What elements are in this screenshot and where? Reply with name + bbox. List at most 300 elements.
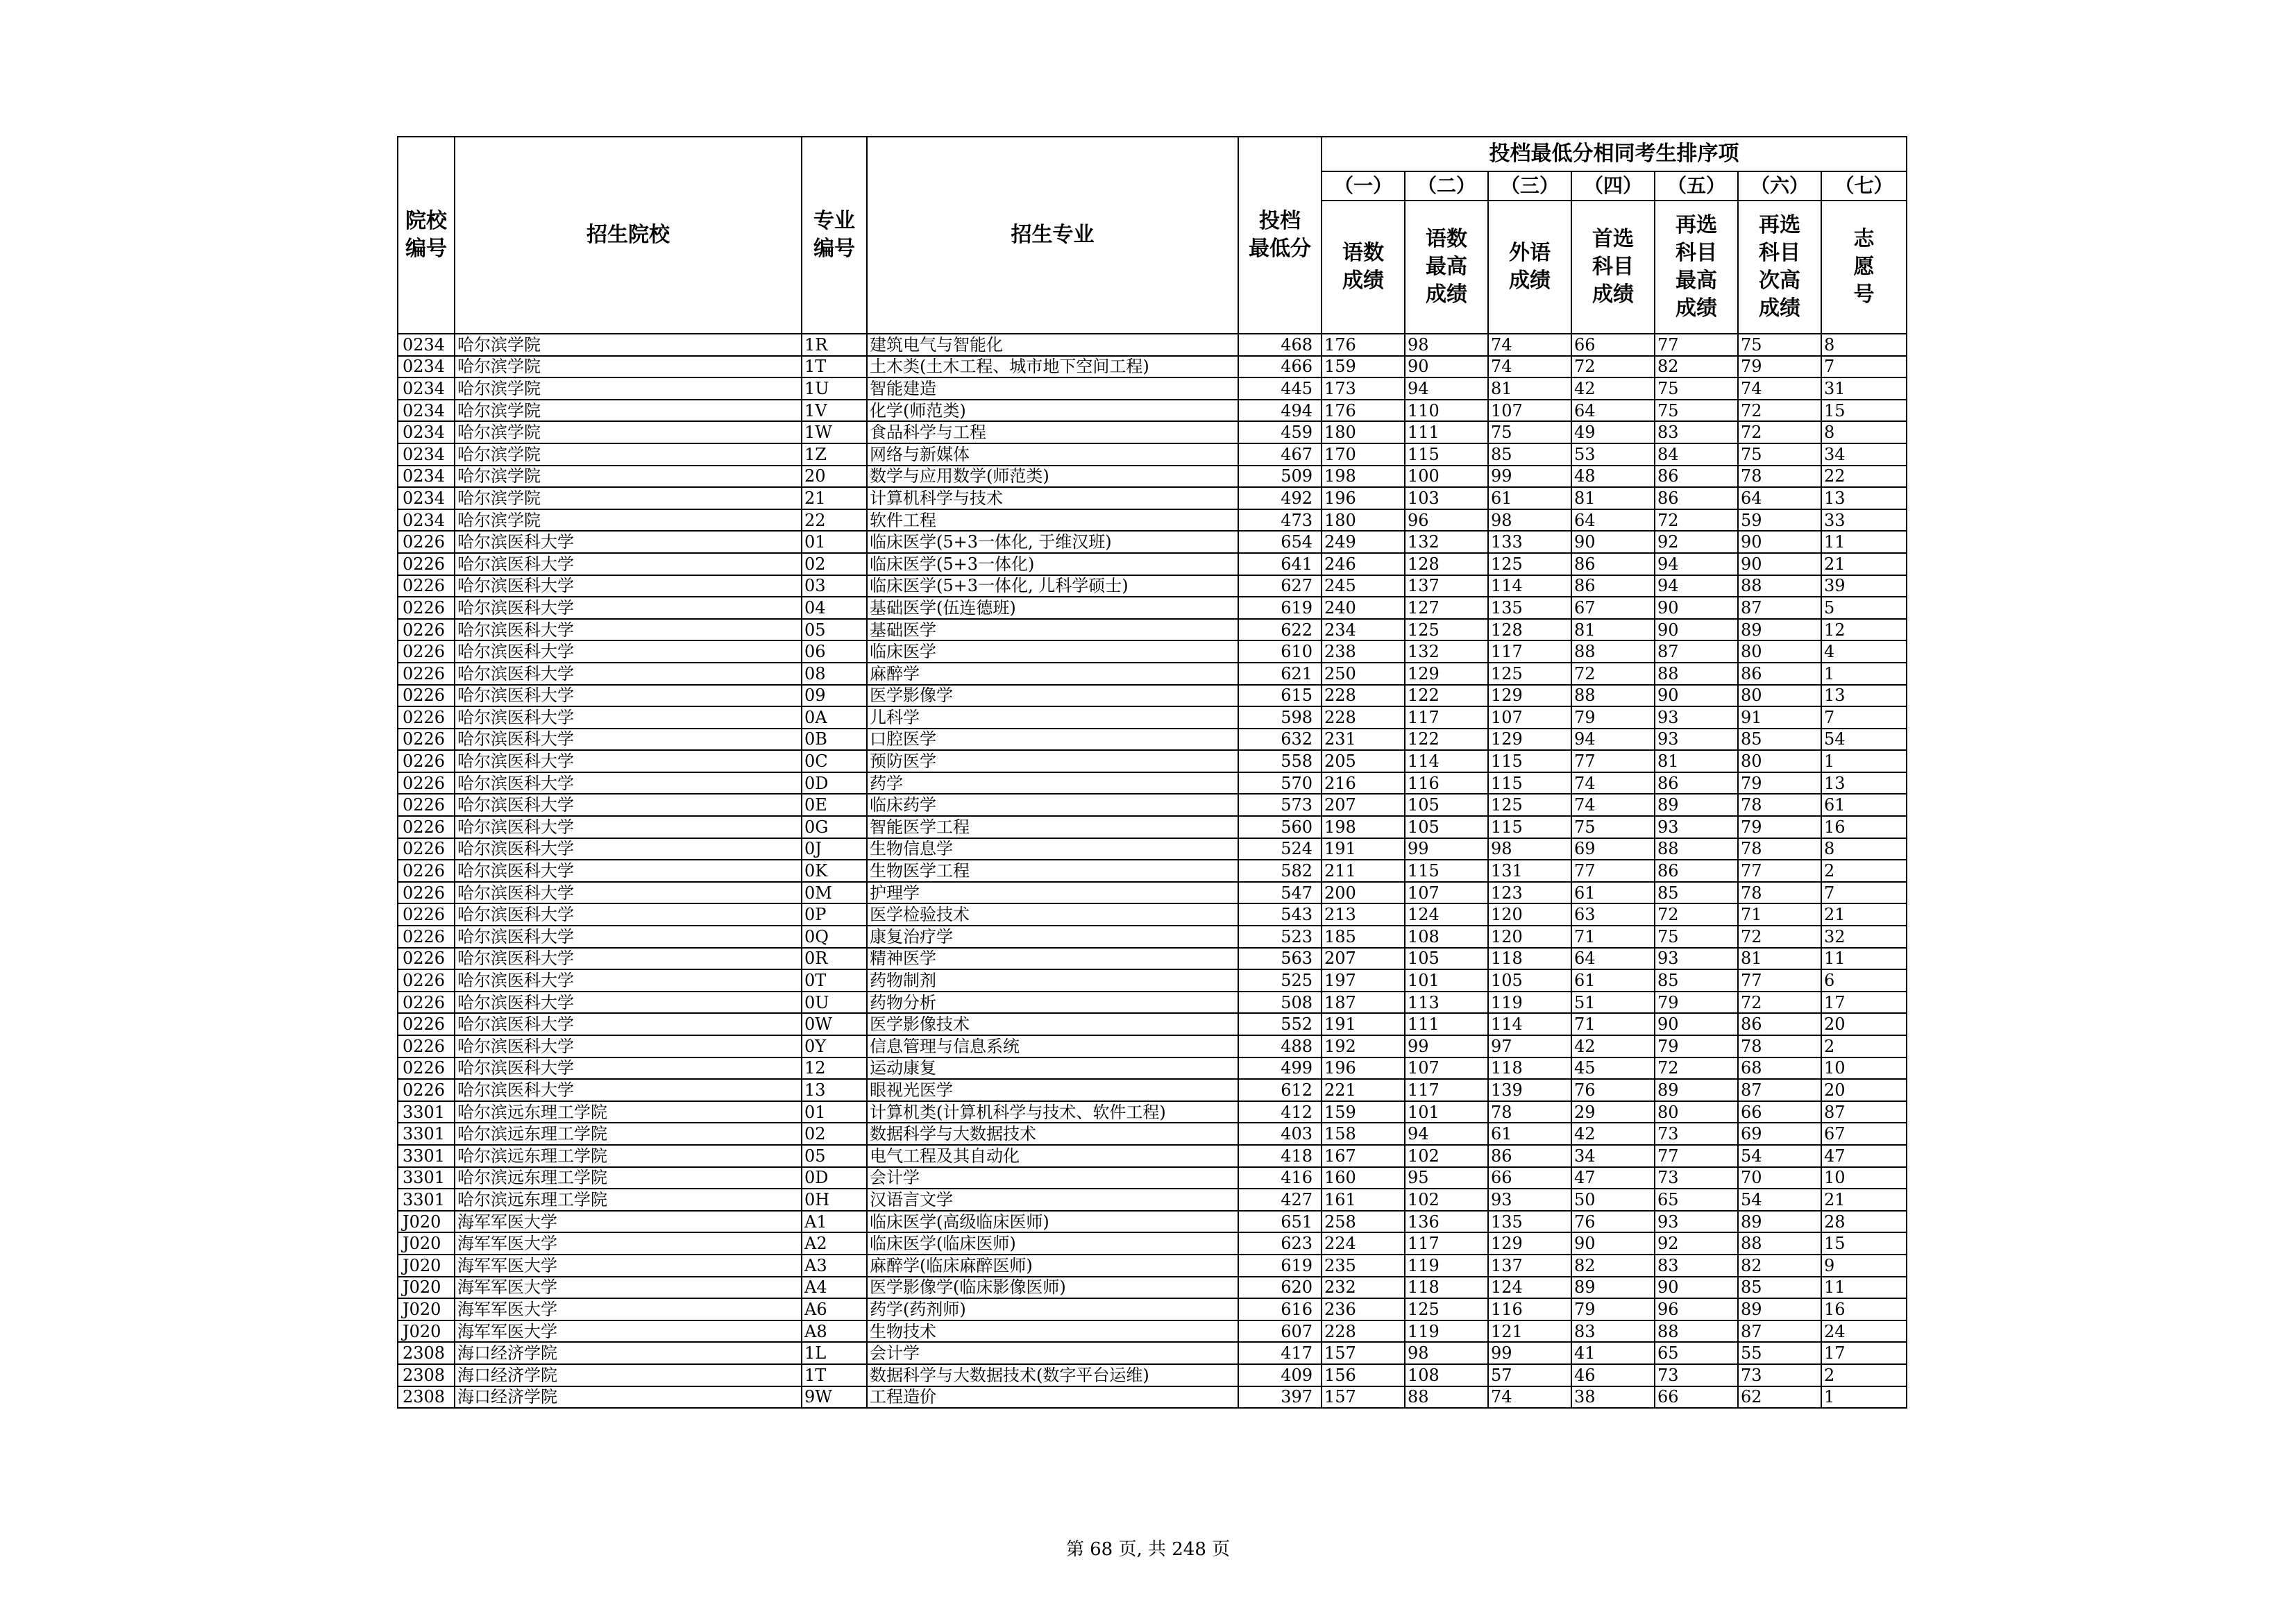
table-row	[398, 553, 1907, 575]
rank1-cell: 258	[1322, 1211, 1405, 1233]
school-name-cell: 哈尔滨远东理工学院	[455, 1167, 802, 1189]
rank2-cell: 132	[1405, 531, 1488, 553]
school-code-cell: 0234	[398, 487, 455, 509]
rank4-cell: 41	[1571, 1342, 1655, 1364]
admission-score-table	[397, 136, 1907, 1409]
major-name-cell: 土木类(土木工程、城市地下空间工程)	[867, 356, 1238, 378]
rank1-cell: 200	[1322, 882, 1405, 904]
table-row	[398, 992, 1907, 1014]
major-code-cell: 0T	[802, 969, 867, 992]
rank6-cell: 75	[1738, 443, 1821, 466]
min-score-cell: 543	[1238, 903, 1322, 926]
rank2-cell: 118	[1405, 1277, 1488, 1299]
min-score-cell: 427	[1238, 1189, 1322, 1211]
major-name-cell: 生物信息学	[867, 838, 1238, 860]
table-row	[398, 663, 1907, 685]
rank4-cell: 94	[1571, 729, 1655, 751]
rank2-cell: 101	[1405, 1101, 1488, 1123]
school-name-cell: 哈尔滨远东理工学院	[455, 1145, 802, 1167]
school-name-cell: 哈尔滨远东理工学院	[455, 1101, 802, 1123]
table-row	[398, 1145, 1907, 1167]
rank4-cell: 82	[1571, 1255, 1655, 1277]
rank3-cell: 98	[1488, 838, 1571, 860]
rank3-cell: 120	[1488, 926, 1571, 948]
major-name-cell: 医学检验技术	[867, 903, 1238, 926]
major-code-cell: A8	[802, 1320, 867, 1343]
rank1-cell: 250	[1322, 663, 1405, 685]
rank6-cell: 78	[1738, 1035, 1821, 1057]
rank7-cell: 87	[1821, 1101, 1907, 1123]
school-name-cell: 哈尔滨医科大学	[455, 838, 802, 860]
rank1-cell: 213	[1322, 903, 1405, 926]
major-name-cell: 建筑电气与智能化	[867, 334, 1238, 356]
rank3-cell: 135	[1488, 597, 1571, 619]
min-score-cell: 607	[1238, 1320, 1322, 1343]
major-name-cell: 精神医学	[867, 948, 1238, 970]
table-row	[398, 1211, 1907, 1233]
min-score-cell: 615	[1238, 685, 1322, 707]
school-code-cell: 0226	[398, 1035, 455, 1057]
rank3-cell: 114	[1488, 1013, 1571, 1035]
min-score-cell: 570	[1238, 772, 1322, 794]
school-name-cell: 哈尔滨医科大学	[455, 575, 802, 597]
major-code-cell: 0B	[802, 729, 867, 751]
header-school-code-label: 院校 编号	[405, 209, 447, 261]
major-code-cell: 1V	[802, 400, 867, 422]
major-code-cell: 03	[802, 575, 867, 597]
major-name-cell: 电气工程及其自动化	[867, 1145, 1238, 1167]
min-score-cell: 418	[1238, 1145, 1322, 1167]
rank2-cell: 111	[1405, 1013, 1488, 1035]
rank6-cell: 55	[1738, 1342, 1821, 1364]
rank6-cell: 78	[1738, 466, 1821, 488]
min-score-cell: 622	[1238, 619, 1322, 641]
rank5-cell: 90	[1655, 1013, 1738, 1035]
rank7-cell: 13	[1821, 772, 1907, 794]
rank4-cell: 90	[1571, 1232, 1655, 1255]
rank4-cell: 64	[1571, 509, 1655, 532]
rank4-cell: 79	[1571, 706, 1655, 729]
min-score-cell: 654	[1238, 531, 1322, 553]
min-score-cell: 523	[1238, 926, 1322, 948]
rank6-cell: 89	[1738, 1211, 1821, 1233]
min-score-cell: 397	[1238, 1386, 1322, 1409]
school-name-cell: 哈尔滨学院	[455, 487, 802, 509]
rank3-cell: 105	[1488, 969, 1571, 992]
rank6-cell: 78	[1738, 882, 1821, 904]
rank3-cell: 139	[1488, 1079, 1571, 1101]
rank7-cell: 16	[1821, 1298, 1907, 1320]
school-name-cell: 哈尔滨医科大学	[455, 619, 802, 641]
rank1-cell: 198	[1322, 816, 1405, 838]
table-row	[398, 1057, 1907, 1080]
school-name-cell: 哈尔滨医科大学	[455, 992, 802, 1014]
rank7-cell: 7	[1821, 356, 1907, 378]
header-major-name-label: 招生专业	[1011, 223, 1095, 247]
school-code-cell: 0226	[398, 903, 455, 926]
header-sub-number: （五）	[1655, 171, 1738, 201]
rank2-cell: 107	[1405, 1057, 1488, 1080]
major-code-cell: 0Y	[802, 1035, 867, 1057]
header-sub-number: （六）	[1738, 171, 1821, 201]
school-name-cell: 海口经济学院	[455, 1386, 802, 1409]
min-score-cell: 492	[1238, 487, 1322, 509]
major-name-cell: 数学与应用数学(师范类)	[867, 466, 1238, 488]
rank4-cell: 88	[1571, 640, 1655, 663]
rank1-cell: 159	[1322, 356, 1405, 378]
header-sub-label: 语数 最高 成绩	[1405, 201, 1488, 334]
school-name-cell: 哈尔滨医科大学	[455, 1057, 802, 1080]
rank3-cell: 129	[1488, 685, 1571, 707]
rank7-cell: 2	[1821, 860, 1907, 882]
rank3-cell: 98	[1488, 509, 1571, 532]
major-code-cell: 13	[802, 1079, 867, 1101]
major-code-cell: 0K	[802, 860, 867, 882]
school-code-cell: 0226	[398, 750, 455, 772]
school-name-cell: 哈尔滨医科大学	[455, 1035, 802, 1057]
rank6-cell: 80	[1738, 685, 1821, 707]
rank5-cell: 65	[1655, 1189, 1738, 1211]
rank4-cell: 89	[1571, 1277, 1655, 1299]
major-code-cell: 0R	[802, 948, 867, 970]
rank5-cell: 66	[1655, 1386, 1738, 1409]
school-name-cell: 哈尔滨学院	[455, 466, 802, 488]
rank6-cell: 89	[1738, 1298, 1821, 1320]
table-row	[398, 377, 1907, 400]
rank5-cell: 84	[1655, 443, 1738, 466]
major-name-cell: 基础医学(伍连德班)	[867, 597, 1238, 619]
rank5-cell: 73	[1655, 1364, 1738, 1386]
major-name-cell: 药学(药剂师)	[867, 1298, 1238, 1320]
school-code-cell: 0226	[398, 575, 455, 597]
rank7-cell: 28	[1821, 1211, 1907, 1233]
rank5-cell: 85	[1655, 969, 1738, 992]
rank3-cell: 116	[1488, 1298, 1571, 1320]
rank2-cell: 94	[1405, 1123, 1488, 1145]
rank6-cell: 69	[1738, 1123, 1821, 1145]
major-code-cell: 12	[802, 1057, 867, 1080]
table-row	[398, 1386, 1907, 1409]
rank6-cell: 81	[1738, 948, 1821, 970]
rank5-cell: 93	[1655, 706, 1738, 729]
school-code-cell: 0226	[398, 1057, 455, 1080]
major-name-cell: 儿科学	[867, 706, 1238, 729]
rank3-cell: 137	[1488, 1255, 1571, 1277]
rank4-cell: 77	[1571, 860, 1655, 882]
rank4-cell: 42	[1571, 1123, 1655, 1145]
rank7-cell: 47	[1821, 1145, 1907, 1167]
rank5-cell: 89	[1655, 1079, 1738, 1101]
major-name-cell: 会计学	[867, 1342, 1238, 1364]
school-name-cell: 哈尔滨远东理工学院	[455, 1123, 802, 1145]
table-row	[398, 1255, 1907, 1277]
rank5-cell: 96	[1655, 1298, 1738, 1320]
table-row	[398, 1123, 1907, 1145]
rank1-cell: 249	[1322, 531, 1405, 553]
rank5-cell: 77	[1655, 1145, 1738, 1167]
rank1-cell: 198	[1322, 466, 1405, 488]
rank5-cell: 86	[1655, 466, 1738, 488]
min-score-cell: 619	[1238, 597, 1322, 619]
school-name-cell: 哈尔滨医科大学	[455, 816, 802, 838]
min-score-cell: 651	[1238, 1211, 1322, 1233]
table-row	[398, 772, 1907, 794]
rank1-cell: 216	[1322, 772, 1405, 794]
header-major-code	[802, 137, 867, 334]
rank5-cell: 93	[1655, 948, 1738, 970]
rank7-cell: 34	[1821, 443, 1907, 466]
rank6-cell: 90	[1738, 553, 1821, 575]
rank2-cell: 114	[1405, 750, 1488, 772]
rank4-cell: 50	[1571, 1189, 1655, 1211]
rank4-cell: 34	[1571, 1145, 1655, 1167]
table-header	[398, 137, 1907, 334]
school-code-cell: 0226	[398, 619, 455, 641]
major-code-cell: 21	[802, 487, 867, 509]
rank2-cell: 108	[1405, 1364, 1488, 1386]
rank5-cell: 87	[1655, 640, 1738, 663]
rank2-cell: 111	[1405, 421, 1488, 443]
rank2-cell: 115	[1405, 860, 1488, 882]
school-name-cell: 哈尔滨医科大学	[455, 750, 802, 772]
rank2-cell: 102	[1405, 1145, 1488, 1167]
rank6-cell: 71	[1738, 903, 1821, 926]
major-name-cell: 临床医学(高级临床医师)	[867, 1211, 1238, 1233]
rank5-cell: 86	[1655, 487, 1738, 509]
school-name-cell: 哈尔滨医科大学	[455, 685, 802, 707]
rank1-cell: 228	[1322, 1320, 1405, 1343]
rank7-cell: 13	[1821, 685, 1907, 707]
table-row	[398, 903, 1907, 926]
rank2-cell: 119	[1405, 1320, 1488, 1343]
rank3-cell: 74	[1488, 356, 1571, 378]
major-name-cell: 智能建造	[867, 377, 1238, 400]
major-code-cell: 01	[802, 531, 867, 553]
rank1-cell: 167	[1322, 1145, 1405, 1167]
rank5-cell: 94	[1655, 575, 1738, 597]
rank7-cell: 6	[1821, 969, 1907, 992]
rank1-cell: 187	[1322, 992, 1405, 1014]
min-score-cell: 558	[1238, 750, 1322, 772]
rank3-cell: 119	[1488, 992, 1571, 1014]
school-name-cell: 哈尔滨医科大学	[455, 553, 802, 575]
major-name-cell: 智能医学工程	[867, 816, 1238, 838]
rank6-cell: 86	[1738, 1013, 1821, 1035]
header-sub-number: （二）	[1405, 171, 1488, 201]
min-score-cell: 623	[1238, 1232, 1322, 1255]
rank3-cell: 115	[1488, 772, 1571, 794]
rank5-cell: 65	[1655, 1342, 1738, 1364]
rank3-cell: 66	[1488, 1167, 1571, 1189]
school-code-cell: 3301	[398, 1189, 455, 1211]
rank7-cell: 10	[1821, 1057, 1907, 1080]
rank2-cell: 137	[1405, 575, 1488, 597]
school-name-cell: 哈尔滨学院	[455, 377, 802, 400]
min-score-cell: 582	[1238, 860, 1322, 882]
school-code-cell: 3301	[398, 1167, 455, 1189]
rank3-cell: 125	[1488, 553, 1571, 575]
rank2-cell: 122	[1405, 685, 1488, 707]
major-code-cell: 0P	[802, 903, 867, 926]
rank4-cell: 38	[1571, 1386, 1655, 1409]
major-code-cell: 06	[802, 640, 867, 663]
rank6-cell: 77	[1738, 969, 1821, 992]
rank3-cell: 74	[1488, 1386, 1571, 1409]
rank6-cell: 79	[1738, 356, 1821, 378]
school-code-cell: J020	[398, 1320, 455, 1343]
rank7-cell: 7	[1821, 882, 1907, 904]
rank6-cell: 88	[1738, 1232, 1821, 1255]
major-code-cell: 09	[802, 685, 867, 707]
rank7-cell: 11	[1821, 531, 1907, 553]
school-code-cell: 0234	[398, 356, 455, 378]
rank4-cell: 64	[1571, 400, 1655, 422]
rank6-cell: 80	[1738, 750, 1821, 772]
min-score-cell: 525	[1238, 969, 1322, 992]
rank6-cell: 87	[1738, 1079, 1821, 1101]
major-code-cell: 05	[802, 619, 867, 641]
min-score-cell: 627	[1238, 575, 1322, 597]
rank4-cell: 53	[1571, 443, 1655, 466]
rank5-cell: 86	[1655, 772, 1738, 794]
school-name-cell: 哈尔滨学院	[455, 421, 802, 443]
rank5-cell: 81	[1655, 750, 1738, 772]
school-name-cell: 哈尔滨医科大学	[455, 706, 802, 729]
table-row	[398, 1320, 1907, 1343]
min-score-cell: 468	[1238, 334, 1322, 356]
rank7-cell: 11	[1821, 948, 1907, 970]
rank1-cell: 191	[1322, 1013, 1405, 1035]
rank1-cell: 158	[1322, 1123, 1405, 1145]
rank2-cell: 119	[1405, 1255, 1488, 1277]
major-code-cell: 02	[802, 1123, 867, 1145]
school-code-cell: 2308	[398, 1386, 455, 1409]
major-code-cell: 04	[802, 597, 867, 619]
rank7-cell: 11	[1821, 1277, 1907, 1299]
rank4-cell: 42	[1571, 377, 1655, 400]
min-score-cell: 598	[1238, 706, 1322, 729]
school-code-cell: 0226	[398, 1013, 455, 1035]
rank6-cell: 72	[1738, 926, 1821, 948]
school-code-cell: 0234	[398, 400, 455, 422]
rank1-cell: 221	[1322, 1079, 1405, 1101]
rank3-cell: 129	[1488, 1232, 1571, 1255]
rank3-cell: 133	[1488, 531, 1571, 553]
min-score-cell: 563	[1238, 948, 1322, 970]
rank7-cell: 33	[1821, 509, 1907, 532]
school-code-cell: 3301	[398, 1101, 455, 1123]
header-sub-label: 再选 科目 次高 成绩	[1738, 201, 1821, 334]
rank1-cell: 191	[1322, 838, 1405, 860]
major-name-cell: 运动康复	[867, 1057, 1238, 1080]
rank7-cell: 31	[1821, 377, 1907, 400]
table-row	[398, 1298, 1907, 1320]
major-name-cell: 计算机类(计算机科学与技术、软件工程)	[867, 1101, 1238, 1123]
rank7-cell: 1	[1821, 1386, 1907, 1409]
rank2-cell: 116	[1405, 772, 1488, 794]
min-score-cell: 552	[1238, 1013, 1322, 1035]
school-name-cell: 哈尔滨学院	[455, 400, 802, 422]
rank4-cell: 77	[1571, 750, 1655, 772]
table-row	[398, 860, 1907, 882]
rank7-cell: 17	[1821, 992, 1907, 1014]
major-code-cell: 0H	[802, 1189, 867, 1211]
major-name-cell: 信息管理与信息系统	[867, 1035, 1238, 1057]
school-name-cell: 哈尔滨医科大学	[455, 926, 802, 948]
rank5-cell: 73	[1655, 1123, 1738, 1145]
school-code-cell: 0226	[398, 640, 455, 663]
rank1-cell: 173	[1322, 377, 1405, 400]
rank5-cell: 86	[1655, 860, 1738, 882]
rank7-cell: 21	[1821, 1189, 1907, 1211]
major-name-cell: 康复治疗学	[867, 926, 1238, 948]
min-score-cell: 459	[1238, 421, 1322, 443]
rank3-cell: 117	[1488, 640, 1571, 663]
min-score-cell: 616	[1238, 1298, 1322, 1320]
rank5-cell: 80	[1655, 1101, 1738, 1123]
rank4-cell: 83	[1571, 1320, 1655, 1343]
rank6-cell: 87	[1738, 597, 1821, 619]
major-name-cell: 网络与新媒体	[867, 443, 1238, 466]
page-footer: 第 68 页, 共 248 页	[1065, 1539, 1231, 1560]
school-code-cell: 3301	[398, 1123, 455, 1145]
major-code-cell: 1Z	[802, 443, 867, 466]
rank3-cell: 135	[1488, 1211, 1571, 1233]
school-name-cell: 哈尔滨医科大学	[455, 1013, 802, 1035]
table-row	[398, 882, 1907, 904]
major-name-cell: 口腔医学	[867, 729, 1238, 751]
school-name-cell: 海军军医大学	[455, 1255, 802, 1277]
school-name-cell: 哈尔滨医科大学	[455, 1079, 802, 1101]
rank7-cell: 15	[1821, 400, 1907, 422]
rank7-cell: 8	[1821, 421, 1907, 443]
header-sub-number: （四）	[1571, 171, 1655, 201]
rank6-cell: 80	[1738, 640, 1821, 663]
rank3-cell: 124	[1488, 1277, 1571, 1299]
major-name-cell: 临床医学(5+3一体化, 儿科学硕士)	[867, 575, 1238, 597]
school-code-cell: 0226	[398, 531, 455, 553]
table-row	[398, 1364, 1907, 1386]
min-score-cell: 524	[1238, 838, 1322, 860]
min-score-cell: 412	[1238, 1101, 1322, 1123]
rank7-cell: 8	[1821, 334, 1907, 356]
school-code-cell: 3301	[398, 1145, 455, 1167]
rank2-cell: 128	[1405, 553, 1488, 575]
rank5-cell: 90	[1655, 1277, 1738, 1299]
min-score-cell: 641	[1238, 553, 1322, 575]
school-code-cell: J020	[398, 1298, 455, 1320]
rank6-cell: 78	[1738, 794, 1821, 816]
rank5-cell: 79	[1655, 1035, 1738, 1057]
rank1-cell: 185	[1322, 926, 1405, 948]
major-name-cell: 生物医学工程	[867, 860, 1238, 882]
rank3-cell: 120	[1488, 903, 1571, 926]
table-row	[398, 750, 1907, 772]
min-score-cell: 632	[1238, 729, 1322, 751]
min-score-cell: 547	[1238, 882, 1322, 904]
rank3-cell: 97	[1488, 1035, 1571, 1057]
school-code-cell: 0226	[398, 597, 455, 619]
rank1-cell: 205	[1322, 750, 1405, 772]
rank2-cell: 122	[1405, 729, 1488, 751]
rank1-cell: 236	[1322, 1298, 1405, 1320]
min-score-cell: 409	[1238, 1364, 1322, 1386]
rank3-cell: 123	[1488, 882, 1571, 904]
rank4-cell: 79	[1571, 1298, 1655, 1320]
rank2-cell: 107	[1405, 882, 1488, 904]
school-code-cell: 0234	[398, 334, 455, 356]
major-code-cell: 0U	[802, 992, 867, 1014]
